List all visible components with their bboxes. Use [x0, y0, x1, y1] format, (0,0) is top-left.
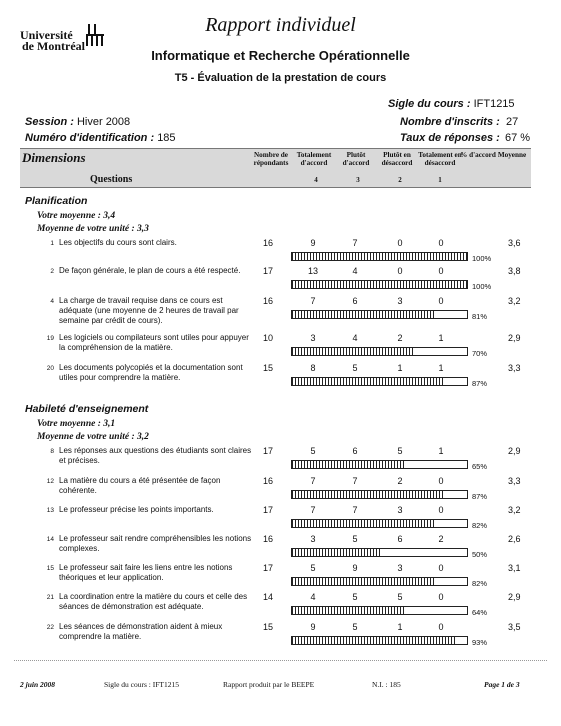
- response-count-c4: 4: [310, 592, 316, 602]
- respondent-count: 17: [262, 446, 273, 456]
- question-number: 12: [46, 478, 54, 485]
- agreement-percent: 70%: [472, 349, 488, 358]
- section-unite-moyenne: [37, 432, 149, 442]
- response-count-c3: 5: [352, 622, 358, 632]
- question-row: [0, 622, 561, 658]
- respondent-count: 16: [262, 476, 273, 486]
- agreement-bar: [291, 577, 468, 586]
- taux-label: Taux de réponses :: [400, 132, 500, 144]
- response-count-c3: 5: [352, 592, 358, 602]
- session-value: Hiver 2008: [76, 116, 131, 128]
- agreement-percent: 64%: [472, 608, 488, 617]
- code-4: 4: [314, 176, 318, 184]
- respondent-count: 10: [262, 333, 273, 343]
- col-plutot-accord: Plutôt d'accord: [342, 151, 370, 167]
- votre-moyenne-label: Votre moyenne :: [37, 419, 101, 429]
- section-votre-moyenne: [37, 419, 115, 429]
- section-votre-moyenne: [37, 211, 115, 221]
- question-row: [0, 363, 561, 399]
- section-unite-moyenne: [37, 224, 149, 234]
- respondent-count: 16: [262, 296, 273, 306]
- response-count-c4: 9: [310, 622, 316, 632]
- question-text: Le professeur sait faire les liens entre les notions théoriques et leur application.: [59, 563, 233, 582]
- unite-moyenne-value: 3,3: [137, 224, 149, 234]
- section-title-planification: Planification: [25, 195, 88, 207]
- response-count-c4: 5: [310, 446, 316, 456]
- response-count-c2: 1: [397, 622, 403, 632]
- agreement-bar-fill: [292, 378, 444, 385]
- dimensions-header: Dimensions: [22, 150, 86, 165]
- question-number: 1: [50, 240, 54, 247]
- question-number: 4: [50, 298, 54, 305]
- response-count-c1: 1: [438, 363, 444, 373]
- response-count-c4: 9: [310, 238, 316, 248]
- question-number: 8: [50, 448, 54, 455]
- code-3: 3: [356, 176, 360, 184]
- agreement-bar: [291, 310, 468, 319]
- question-number: 19: [46, 335, 54, 342]
- agreement-bar: [291, 636, 468, 645]
- question-text: Les réponses aux questions des étudiants sont claires et précises.: [59, 446, 252, 465]
- session-info: [25, 116, 130, 128]
- sigle-info: [388, 98, 515, 110]
- response-count-c3: 7: [352, 476, 358, 486]
- response-count-c1: 0: [438, 505, 444, 515]
- response-count-c1: 1: [438, 446, 444, 456]
- response-count-c3: 6: [352, 446, 358, 456]
- respondent-count: 14: [262, 592, 273, 602]
- agreement-bar-fill: [292, 637, 455, 644]
- respondent-count: 16: [262, 238, 273, 248]
- question-number: 13: [46, 507, 54, 514]
- footer-ni: N.I. : 185: [372, 680, 401, 689]
- question-number: 21: [46, 594, 54, 601]
- response-count-c2: 1: [397, 363, 403, 373]
- response-count-c2: 6: [397, 534, 403, 544]
- question-text: Le professeur sait rendre compréhensibles les notions complexes.: [59, 534, 252, 553]
- agreement-bar: [291, 347, 468, 356]
- question-text: De façon générale, le plan de cours a été respecté.: [59, 266, 241, 275]
- response-count-c1: 2: [438, 534, 444, 544]
- numero-value: 185: [157, 132, 176, 144]
- agreement-percent: 100%: [472, 282, 492, 291]
- agreement-bar: [291, 252, 468, 261]
- question-text: Les séances de démonstration aident à mieux comprendre la matière.: [59, 622, 223, 641]
- response-count-c1: 0: [438, 266, 444, 276]
- agreement-bar: [291, 519, 468, 528]
- response-count-c3: 9: [352, 563, 358, 573]
- col-pct-accord: % d'accord: [460, 151, 496, 159]
- response-count-c2: 0: [397, 238, 403, 248]
- agreement-percent: 87%: [472, 492, 488, 501]
- sigle-label: Sigle du cours :: [388, 98, 471, 110]
- question-number: 2: [50, 268, 54, 275]
- response-count-c3: 5: [352, 363, 358, 373]
- question-text: Le professeur précise les points importants.: [59, 505, 214, 514]
- inscrits-value: 27: [506, 116, 519, 128]
- response-count-c3: 4: [352, 266, 358, 276]
- col-tot-desaccord: Totalement en désaccord: [418, 151, 462, 167]
- page-title: Rapport individuel: [205, 14, 356, 36]
- agreement-bar: [291, 377, 468, 386]
- respondent-count: 15: [262, 622, 273, 632]
- footer-page: Page 1 de 3: [484, 680, 520, 689]
- response-count-c2: 0: [397, 266, 403, 276]
- logo-line-1: Université: [20, 28, 73, 42]
- footer-date: 2 juin 2008: [20, 680, 56, 689]
- sigle-value: IFT1215: [473, 98, 515, 110]
- agreement-bar: [291, 548, 468, 557]
- agreement-bar-fill: [292, 311, 434, 318]
- question-mean: 2,9: [508, 333, 521, 343]
- votre-moyenne-value: 3,1: [103, 419, 116, 429]
- response-count-c1: 0: [438, 238, 444, 248]
- agreement-bar: [291, 490, 468, 499]
- agreement-bar-fill: [292, 491, 444, 498]
- response-count-c2: 5: [397, 446, 403, 456]
- footer-sigle: Sigle du cours : IFT1215: [104, 680, 179, 689]
- response-count-c1: 0: [438, 592, 444, 602]
- footer-divider: [14, 660, 547, 661]
- question-mean: 3,1: [508, 563, 521, 573]
- question-mean: 3,2: [508, 505, 521, 515]
- question-number: 15: [46, 565, 54, 572]
- question-text: La matière du cours a été présentée de façon cohérente.: [59, 476, 221, 495]
- section-title-habilete: Habileté d'enseignement: [25, 403, 149, 415]
- unite-moyenne-label: Moyenne de votre unité :: [37, 432, 135, 442]
- inscrits-info: [400, 116, 500, 128]
- logo-line-2: de Montréal: [22, 39, 85, 53]
- code-2: 2: [398, 176, 402, 184]
- agreement-percent: 87%: [472, 379, 488, 388]
- response-count-c4: 8: [310, 363, 316, 373]
- votre-moyenne-value: 3,4: [103, 211, 116, 221]
- unite-moyenne-label: Moyenne de votre unité :: [37, 224, 135, 234]
- response-count-c4: 13: [307, 266, 318, 276]
- question-mean: 2,9: [508, 592, 521, 602]
- col-tot-accord: Totalement d'accord: [296, 151, 332, 167]
- response-count-c4: 3: [310, 333, 316, 343]
- response-count-c2: 3: [397, 296, 403, 306]
- question-text: Les objectifs du cours sont clairs.: [59, 238, 177, 247]
- response-count-c2: 2: [397, 333, 403, 343]
- question-mean: 3,3: [508, 363, 521, 373]
- question-mean: 2,6: [508, 534, 521, 544]
- agreement-percent: 93%: [472, 638, 488, 647]
- question-text: Les logiciels ou compilateurs sont utiles pour appuyer la compréhension de la matière.: [59, 333, 249, 352]
- response-count-c4: 7: [310, 296, 316, 306]
- response-count-c1: 0: [438, 622, 444, 632]
- agreement-percent: 81%: [472, 312, 488, 321]
- response-count-c3: 4: [352, 333, 358, 343]
- col-moyenne: Moyenne: [497, 151, 527, 159]
- response-count-c2: 3: [397, 505, 403, 515]
- respondent-count: 15: [262, 363, 273, 373]
- questions-header: Questions: [90, 174, 133, 185]
- agreement-percent: 65%: [472, 462, 488, 471]
- respondent-count: 16: [262, 534, 273, 544]
- question-mean: 3,2: [508, 296, 521, 306]
- question-text: La coordination entre la matière du cours et celle des séances de démonstration est adéquate.: [59, 592, 248, 611]
- response-count-c1: 0: [438, 563, 444, 573]
- agreement-bar: [291, 280, 468, 289]
- taux-value: 67 %: [505, 132, 531, 144]
- numero-label: Numéro d'identification :: [25, 132, 155, 144]
- agreement-bar-fill: [292, 281, 467, 288]
- agreement-bar-fill: [292, 253, 467, 260]
- question-mean: 3,6: [508, 238, 521, 248]
- agreement-percent: 82%: [472, 521, 488, 530]
- response-count-c3: 5: [352, 534, 358, 544]
- respondent-count: 17: [262, 266, 273, 276]
- col-plutot-desaccord: Plutôt en désaccord: [381, 151, 413, 167]
- code-1: 1: [438, 176, 442, 184]
- agreement-percent: 50%: [472, 550, 488, 559]
- footer-produit: Rapport produit par le BEEPE: [223, 680, 315, 689]
- unite-moyenne-value: 3,2: [137, 432, 149, 442]
- agreement-bar: [291, 606, 468, 615]
- response-count-c4: 3: [310, 534, 316, 544]
- agreement-percent: 100%: [472, 254, 492, 263]
- response-count-c3: 7: [352, 238, 358, 248]
- numero-info: [25, 132, 176, 144]
- agreement-bar-fill: [292, 549, 380, 556]
- response-count-c3: 6: [352, 296, 358, 306]
- agreement-bar-fill: [292, 461, 406, 468]
- response-count-c4: 5: [310, 563, 316, 573]
- respondent-count: 17: [262, 505, 273, 515]
- response-count-c1: 1: [438, 333, 444, 343]
- response-count-c2: 5: [397, 592, 403, 602]
- agreement-bar-fill: [292, 348, 415, 355]
- question-mean: 3,8: [508, 266, 521, 276]
- col-nb-repondants: Nombre de répondants: [253, 151, 289, 167]
- question-number: 20: [46, 365, 54, 372]
- question-row: [0, 296, 561, 332]
- response-count-c4: 7: [310, 505, 316, 515]
- question-text: La charge de travail requise dans ce cours est adéquate (une moyenne de 2 heures de travail par semaine par crédit de cours).: [59, 296, 239, 325]
- taux-info: [400, 132, 500, 144]
- response-count-c1: 0: [438, 476, 444, 486]
- agreement-bar: [291, 460, 468, 469]
- respondent-count: 17: [262, 563, 273, 573]
- question-number: 14: [46, 536, 54, 543]
- response-count-c4: 7: [310, 476, 316, 486]
- response-count-c2: 2: [397, 476, 403, 486]
- response-count-c3: 7: [352, 505, 358, 515]
- session-label: Session :: [25, 116, 74, 128]
- inscrits-label: Nombre d'inscrits :: [400, 116, 500, 128]
- question-mean: 2,9: [508, 446, 521, 456]
- question-text: Les documents polycopiés et la documentation sont utiles pour comprendre la matière.: [59, 363, 243, 382]
- question-number: 22: [46, 624, 54, 631]
- response-count-c1: 0: [438, 296, 444, 306]
- department-title: Informatique et Recherche Opérationnelle: [151, 48, 410, 63]
- response-count-c2: 3: [397, 563, 403, 573]
- agreement-bar-fill: [292, 578, 436, 585]
- agreement-percent: 82%: [472, 579, 488, 588]
- votre-moyenne-label: Votre moyenne :: [37, 211, 101, 221]
- form-title: T5 - Évaluation de la prestation de cours: [174, 72, 387, 84]
- question-mean: 3,3: [508, 476, 521, 486]
- question-mean: 3,5: [508, 622, 521, 632]
- agreement-bar-fill: [292, 607, 404, 614]
- agreement-bar-fill: [292, 520, 436, 527]
